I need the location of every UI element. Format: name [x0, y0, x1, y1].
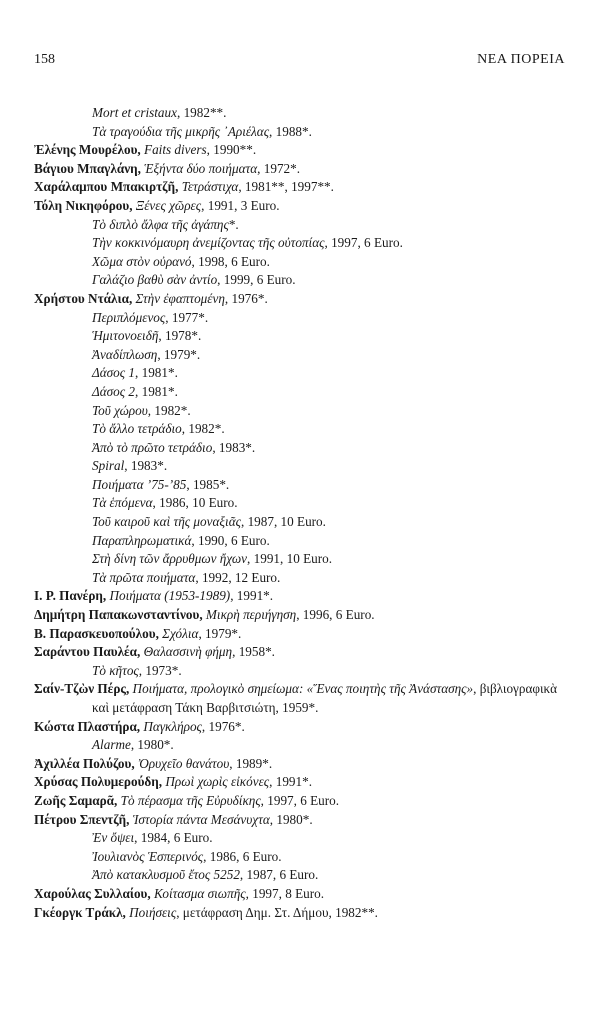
- bibliography-entry: [34, 309, 574, 328]
- bibliography-entry: [34, 736, 574, 755]
- bibliography-entry: [34, 866, 574, 885]
- entry-details: , 1980*.: [269, 811, 313, 827]
- entry-details: , 1981*.: [135, 383, 178, 399]
- entry-title: Τὰ πρῶτα ποιήματα: [92, 569, 196, 585]
- bibliography-entry: [34, 476, 574, 495]
- bibliography-entry: [34, 327, 574, 346]
- entry-details: , 1997, 8 Euro.: [245, 885, 325, 901]
- entry-details: , 1987, 10 Euro.: [240, 514, 326, 530]
- entry-title: Faits divers: [144, 142, 207, 158]
- bibliography-entry: [34, 439, 574, 458]
- entry-details: , 1983*.: [212, 439, 256, 455]
- bibliography-entry: [34, 364, 574, 383]
- entry-details: , 1982**.: [176, 105, 227, 120]
- bibliography-entry: [34, 811, 574, 830]
- bibliography-entry: [34, 643, 574, 662]
- bibliography-entry: [34, 216, 574, 235]
- entry-title: Ἡμιτονοειδῆ: [92, 328, 159, 344]
- bibliography-entry: [34, 550, 574, 569]
- entry-title: Περιπλόμενος: [92, 309, 166, 325]
- entry-details: , 1996, 6 Euro.: [296, 607, 375, 623]
- entry-title: Ἐν ὄψει: [92, 830, 135, 846]
- entry-title: Παγκλήρος: [143, 718, 202, 734]
- entry-details: , 1986, 10 Euro.: [152, 495, 238, 511]
- entry-details: *.: [228, 216, 239, 232]
- entry-author: Σαράντου Παυλέα,: [34, 644, 141, 660]
- entry-author: Βάγιου Μπαγλάνη,: [34, 160, 141, 176]
- entry-details: , 1997, 6 Euro.: [324, 235, 403, 251]
- bibliography-entry: [34, 383, 574, 402]
- bibliography-entry: [34, 346, 574, 365]
- entry-title: Ποιήματα (1953-1989): [109, 588, 231, 604]
- entry-details: , 1977*.: [165, 309, 209, 325]
- entry-details: , 1998, 6 Euro.: [191, 253, 270, 269]
- entry-author: Κώστα Πλαστήρα,: [34, 718, 141, 734]
- entry-title: Παραπληρωματικά: [92, 532, 192, 548]
- bibliography-entry: [34, 848, 574, 867]
- entry-title: Θαλασσινὴ φήμη: [143, 644, 233, 660]
- entry-title: Χῶμα στὸν οὐρανό: [92, 253, 192, 269]
- entry-details: , 1991*.: [230, 588, 274, 604]
- entry-author: Δημήτρη Παπακωνσταντίνου,: [34, 607, 203, 623]
- entry-details: , μετάφραση Δημ. Στ. Δήμου, 1982**.: [176, 904, 378, 920]
- entry-title: Τὴν κοκκινόμαυρη ἀνεμίζοντας τῆς οὐτοπίας: [92, 235, 325, 251]
- bibliography-list: [34, 104, 574, 922]
- entry-title: Ἀπὸ κατακλυσμοῦ ἔτος 5252: [92, 867, 240, 883]
- bibliography-entry: [34, 904, 574, 923]
- entry-title: Ποιήματα ’75-’85: [92, 476, 187, 492]
- bibliography-entry: [34, 178, 574, 197]
- bibliography-entry: [34, 253, 574, 272]
- entry-title: Γαλάζιο βαθὺ σὰν ἀντίο: [92, 272, 218, 288]
- entry-details: , 1990, 6 Euro.: [191, 532, 270, 548]
- bibliography-entry: [34, 885, 574, 904]
- bibliography-entry: [34, 829, 574, 848]
- entry-details: , 1997, 6 Euro.: [260, 792, 340, 808]
- entry-title: Δάσος 2: [92, 383, 136, 399]
- entry-author: Χρήστου Ντάλια,: [34, 290, 133, 306]
- entry-details: , 1992, 12 Euro.: [195, 569, 281, 585]
- bibliography-entry: [34, 104, 574, 123]
- entry-title: Τὸ ἄλλο τετράδιο: [92, 421, 182, 437]
- entry-details: , 1958*.: [232, 644, 275, 660]
- entry-title: Τὰ ἑπόμενα: [92, 495, 153, 511]
- bibliography-entry: [34, 662, 574, 681]
- bibliography-entry: [34, 718, 574, 737]
- entry-details: , 1982*.: [147, 402, 191, 418]
- entry-details: , 1980*.: [130, 737, 174, 753]
- bibliography-entry: [34, 569, 574, 588]
- entry-title: Ἱστορία πάντα Μεσάνυχτα: [132, 811, 270, 827]
- entry-details: , 1991, 10 Euro.: [247, 551, 333, 567]
- entry-title: Τοῦ χώρου: [92, 402, 148, 418]
- entry-details: , 1973*.: [138, 662, 182, 678]
- entry-title: Πρωὶ χωρὶς εἰκόνες: [165, 774, 270, 790]
- bibliography-entry: [34, 606, 574, 625]
- entry-title: Δάσος 1: [92, 365, 136, 381]
- bibliography-entry: [34, 587, 574, 606]
- entry-author: Πέτρου Σπεντζῆ,: [34, 811, 130, 827]
- entry-author: Ἐλένης Μουρέλου,: [34, 142, 141, 158]
- bibliography-entry: [34, 141, 574, 160]
- entry-title: Τοῦ καιροῦ καὶ τῆς μοναξιᾶς: [92, 514, 241, 530]
- entry-title: Alarme: [92, 737, 131, 753]
- bibliography-entry: [34, 160, 574, 179]
- entry-details: , 1984, 6 Euro.: [134, 830, 213, 846]
- entry-details: , βιβλιογραφικὰ καὶ μετάφραση Τάκη Βαρβιτσιώτη, 1959*.: [92, 681, 558, 715]
- entry-details: , 1979*.: [198, 625, 242, 641]
- entry-details: , 1988*.: [269, 123, 312, 139]
- page-header: [34, 52, 565, 70]
- entry-details: , 1982*.: [181, 421, 225, 437]
- bibliography-entry: [34, 457, 574, 476]
- entry-details: , 1990**.: [206, 142, 257, 158]
- entry-author: Χρύσας Πολυμερούδη,: [34, 774, 163, 790]
- entry-title: Ὀρυχεῖο θανάτου: [137, 755, 230, 771]
- entry-title: Ἑξήντα δύο ποιήματα: [144, 160, 258, 176]
- entry-details: , 1983*.: [124, 458, 168, 474]
- entry-details: , 1989*.: [229, 755, 273, 771]
- entry-author: Β. Παρασκευοπούλου,: [34, 625, 159, 641]
- entry-title: Ἀναδίπλωση: [92, 346, 158, 362]
- entry-details: , 1981*.: [135, 365, 178, 381]
- entry-title: Spiral: [92, 458, 125, 474]
- entry-details: , 1978*.: [158, 328, 202, 344]
- entry-title: Τὸ κῆτος: [92, 662, 139, 678]
- entry-title: Mort et cristaux: [92, 105, 177, 120]
- bibliography-entry: [34, 234, 574, 253]
- entry-author: Τόλη Νικηφόρου,: [34, 197, 133, 213]
- entry-details: , 1987, 6 Euro.: [239, 867, 319, 883]
- entry-details: , 1991, 3 Euro.: [201, 197, 280, 213]
- page-number: 158: [34, 52, 55, 67]
- bibliography-entry: [34, 123, 574, 142]
- bibliography-entry: [34, 494, 574, 513]
- entry-author: Χαράλαμπου Μπακιρτζῆ,: [34, 179, 179, 195]
- entry-title: Τὸ πέρασμα τῆς Εὐρυδίκης: [120, 792, 261, 808]
- bibliography-entry: [34, 271, 574, 290]
- bibliography-entry: [34, 290, 574, 309]
- entry-author: Χαρούλας Συλλαίου,: [34, 885, 151, 901]
- entry-details: , 1979*.: [157, 346, 201, 362]
- entry-details: , 1986, 6 Euro.: [203, 848, 282, 864]
- bibliography-entry: [34, 532, 574, 551]
- entry-author: Ζωῆς Σαμαρᾶ,: [34, 792, 118, 808]
- entry-details: , 1985*.: [186, 476, 230, 492]
- entry-title: Στὴ δίνη τῶν ἄρρυθμων ἤχων: [92, 551, 248, 567]
- entry-details: , 1976*.: [224, 290, 268, 306]
- entry-title: Ἀπὸ τὸ πρῶτο τετράδιο: [92, 439, 213, 455]
- bibliography-entry: [34, 755, 574, 774]
- bibliography-entry: [34, 773, 574, 792]
- entry-title: Τὸ διπλὸ ἄλφα τῆς ἀγάπης: [92, 216, 229, 232]
- bibliography-entry: [34, 513, 574, 532]
- entry-title: Τετράστιχα: [181, 179, 239, 195]
- running-title: ΝΕΑ ΠΟΡΕΙΑ: [477, 52, 565, 67]
- entry-title: Κοίτασμα σιωπῆς: [153, 885, 246, 901]
- bibliography-entry: [34, 402, 574, 421]
- bibliography-entry: [34, 680, 574, 717]
- bibliography-entry: [34, 792, 574, 811]
- entry-title: Ἰουλιανὸς Ἑσπερινός: [92, 848, 204, 864]
- entry-title: Σχόλια: [162, 625, 199, 641]
- bibliography-entry: [34, 197, 574, 216]
- entry-details: , 1972*.: [257, 160, 301, 176]
- bibliography-entry: [34, 420, 574, 439]
- entry-author: Ἀχιλλέα Πολύζου,: [34, 755, 135, 771]
- bibliography-entry: [34, 625, 574, 644]
- entry-title: Ποιήματα, προλογικὸ σημείωμα: «Ἕνας ποιητὴς τῆς Ἀνάστασης»: [132, 681, 474, 697]
- entry-title: Ποιήσεις: [129, 904, 177, 920]
- entry-details: , 1991*.: [269, 774, 312, 790]
- entry-author: Ι. Ρ. Πανέρη,: [34, 588, 107, 604]
- entry-title: Μικρὴ περιήγηση: [205, 607, 297, 623]
- entry-title: Στὴν ἐφαπτομένη: [135, 290, 225, 306]
- entry-author: Γκέοργκ Τράκλ,: [34, 904, 126, 920]
- entry-details: , 1981**, 1997**.: [238, 179, 334, 195]
- entry-title: Τὰ τραγούδια τῆς μικρῆς ᾿Αριέλας: [92, 123, 270, 139]
- entry-title: Ξένες χῶρες: [135, 197, 202, 213]
- entry-details: , 1999, 6 Euro.: [217, 272, 296, 288]
- entry-details: , 1976*.: [201, 718, 245, 734]
- entry-author: Σαίν-Τζὼν Πέρς,: [34, 681, 130, 697]
